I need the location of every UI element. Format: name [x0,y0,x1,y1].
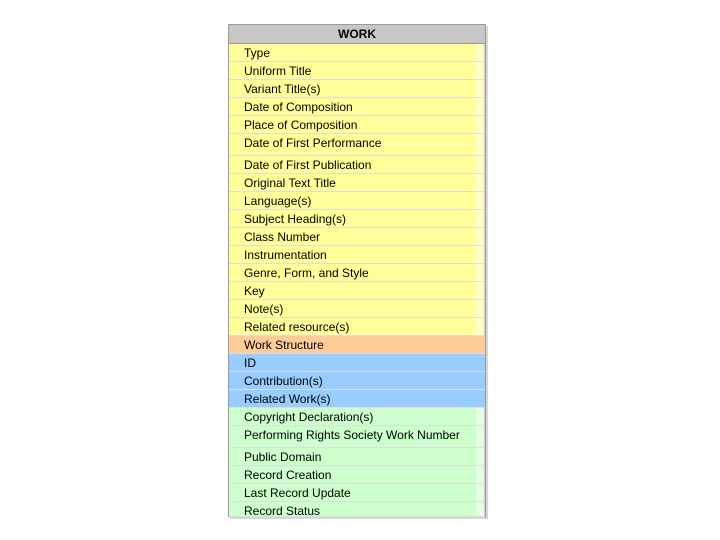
attribute-row: Performing Rights Society Work Number [229,426,485,448]
attribute-row: Contribution(s) [229,372,485,390]
attribute-row: Copyright Declaration(s) [229,408,485,426]
attribute-row: Uniform Title [229,62,485,80]
attribute-row: Public Domain [229,448,485,466]
attribute-row: Place of Composition [229,116,485,134]
attribute-row: Language(s) [229,192,485,210]
attribute-row: Genre, Form, and Style [229,264,485,282]
attribute-row: Instrumentation [229,246,485,264]
attribute-row: Work Structure [229,336,485,354]
attribute-row: Date of First Publication [229,156,485,174]
attribute-row: Type [229,44,485,62]
attribute-row: Subject Heading(s) [229,210,485,228]
attribute-row: Variant Title(s) [229,80,485,98]
attribute-row: Note(s) [229,300,485,318]
attribute-row: Date of First Performance [229,134,485,156]
attribute-row: Key [229,282,485,300]
attribute-row: Record Status [229,502,485,517]
attribute-row: Date of Composition [229,98,485,116]
attribute-row: Last Record Update [229,484,485,502]
entity-title: WORK [229,25,485,44]
attribute-row: ID [229,354,485,372]
attribute-row: Class Number [229,228,485,246]
attribute-row: Related resource(s) [229,318,485,336]
attribute-row: Original Text Title [229,174,485,192]
attribute-row: Record Creation [229,466,485,484]
work-entity-box [228,24,486,517]
attribute-row: Related Work(s) [229,390,485,408]
